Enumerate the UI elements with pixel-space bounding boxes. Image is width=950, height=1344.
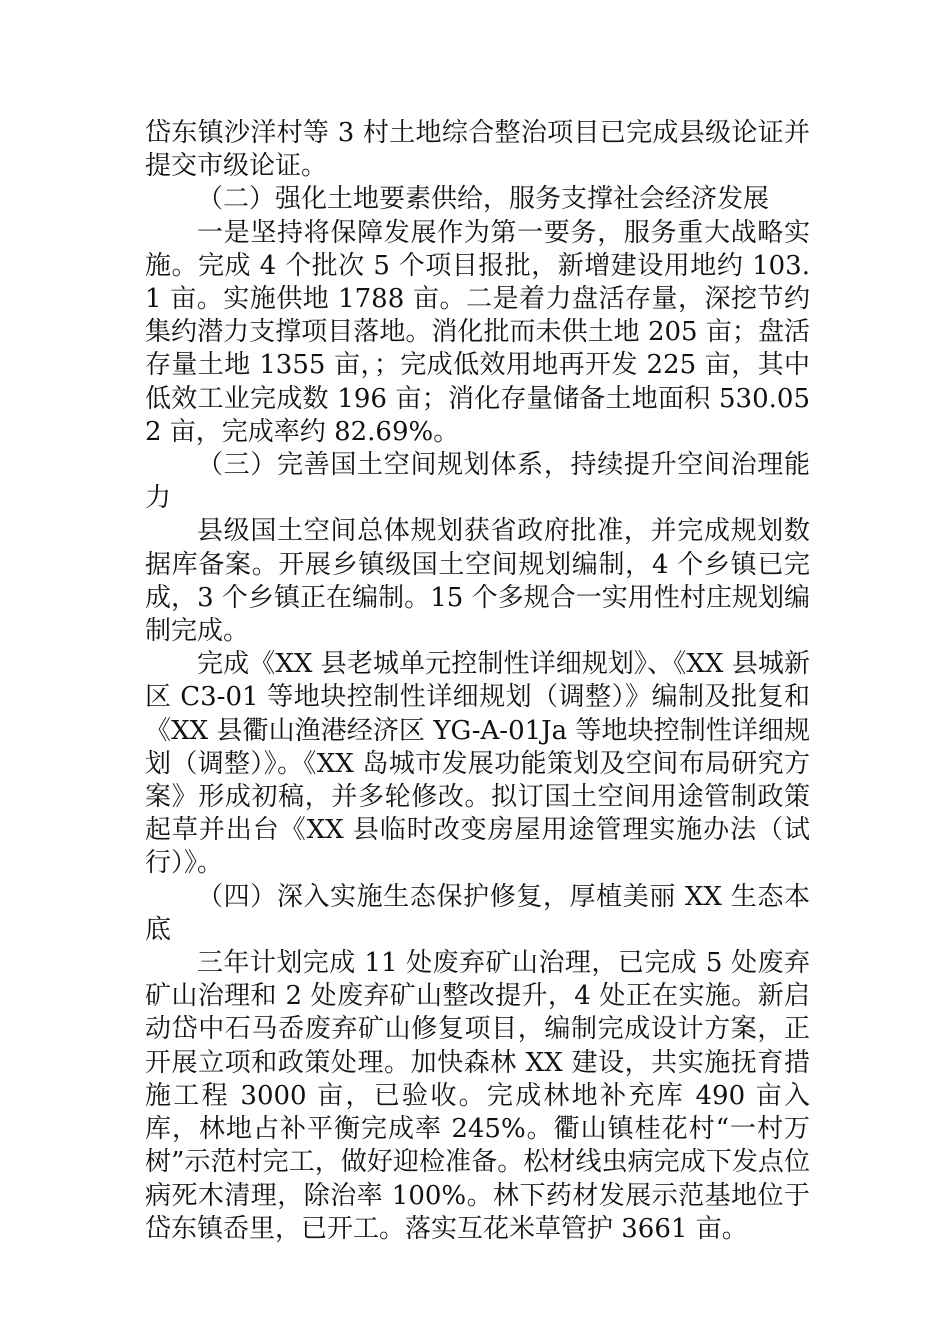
- document-body: [145, 117, 810, 1246]
- section-heading-3: （三）完善国土空间规划体系，持续提升空间治理能力: [145, 450, 810, 514]
- paragraph-detailed-planning: 完成《XX 县老城单元控制性详细规划》、《XX 县城新区 C3-01 等地块控制性详细规划（调整）》编制及批复和《XX 县衢山渔港经济区 YG-A-01Ja 等地块控制性详细规划（调整）》。《XX 岛城市发展功能策划及空间布局研究方案》形成初稿，并多轮修改。拟订国土空间用途管制政策起草并出台《XX 县临时改变房屋用途管理实施办法（试行）》。: [145, 649, 810, 879]
- paragraph-spatial-planning: 县级国土空间总体规划获省政府批准，并完成规划数据库备案。开展乡镇级国土空间规划编制，4 个乡镇已完成，3 个乡镇正在编制。15 个多规合一实用性村庄规划编制完成。: [145, 516, 810, 647]
- paragraph-land-supply: 一是坚持将保障发展作为第一要务，服务重大战略实施。完成 4 个批次 5 个项目报批，新增建设用地约 103.1 亩。实施供地 1788 亩。二是着力盘活存量，深挖节约集约潜力支撑项目落地。消化批而未供土地 205 亩；盘活存量土地 1355 亩，；完成低效用地再开发 225 亩，其中低效工业完成数 196 亩；消化存量储备土地面积 530.052 亩，完成率约 82.69%。: [145, 217, 810, 447]
- section-heading-2: （二）强化土地要素供给，服务支撑社会经济发展: [197, 184, 770, 215]
- section-heading-4: （四）深入实施生态保护修复，厚植美丽 XX 生态本底: [145, 881, 810, 945]
- paragraph-ecological-restoration: 三年计划完成 11 处废弃矿山治理，已完成 5 处废弃矿山治理和 2 处废弃矿山整改提升，4 处正在实施。新启动岱中石马岙废弃矿山修复项目，编制完成设计方案，正开展立项和政策处理。加快森林 XX 建设，共实施抚育措施工程 3000 亩，已验收。完成林地补充库 490 亩入库，林地占补平衡完成率 245%。衢山镇桂花村“一村万树”示范村完工，做好迎检准备。松材线虫病完成下发点位病死木清理，除治率 100%。林下药材发展示范基地位于岱东镇岙里，已开工。落实互花米草管护 3661 亩。: [145, 948, 810, 1244]
- paragraph-land-consolidation-continued: 岱东镇沙洋村等 3 村土地综合整治项目已完成县级论证并提交市级论证。: [145, 118, 810, 182]
